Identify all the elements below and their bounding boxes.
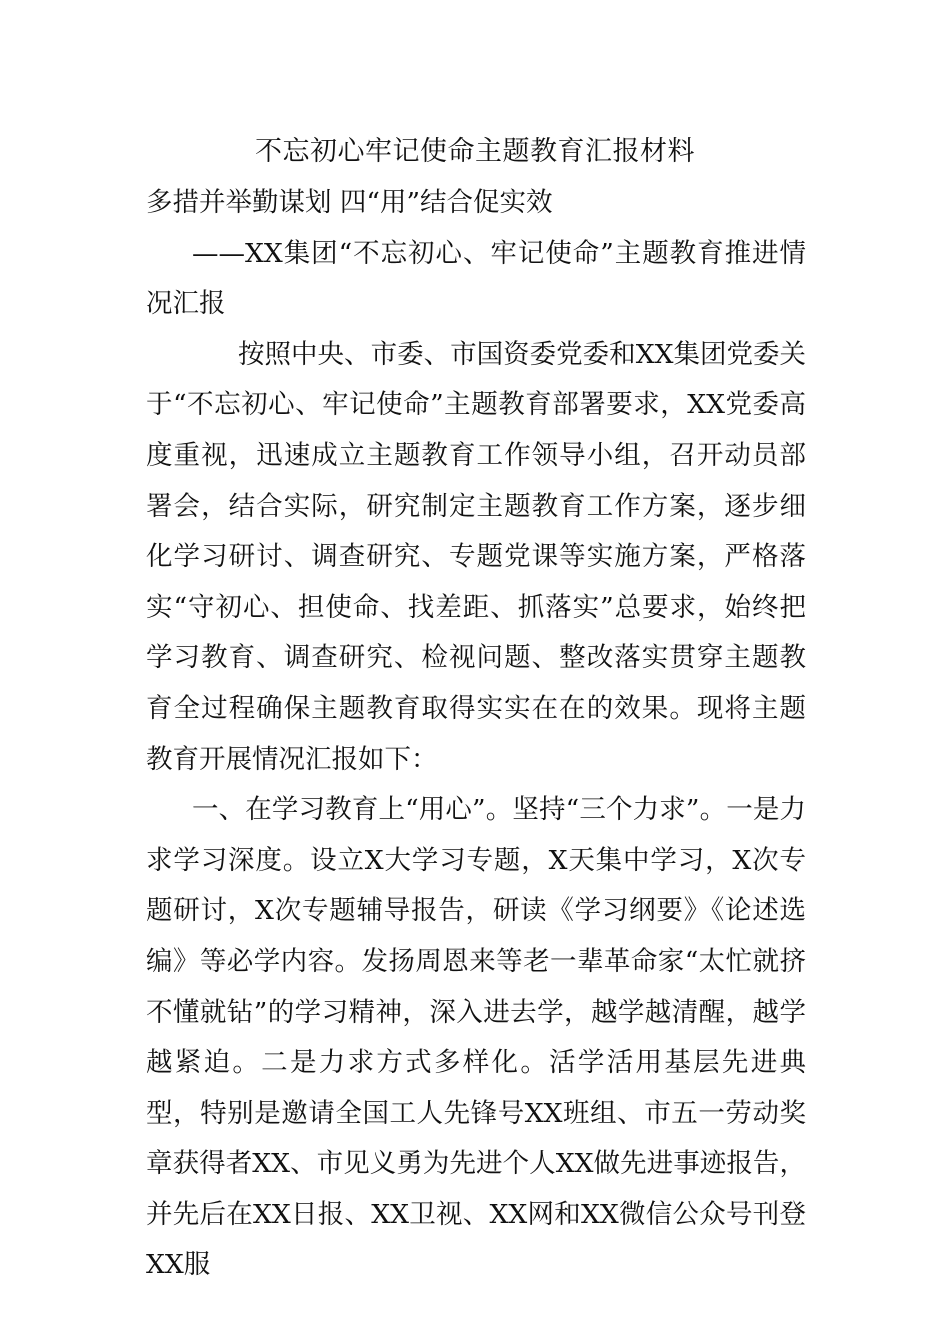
document-subtitle: ——XX集团“不忘初心、牢记使命”主题教育推进情况汇报 xyxy=(146,237,806,320)
document-body xyxy=(146,178,806,1291)
body-paragraph-intro: 按照中央、市委、市国资委党委和XX集团党委关于“不忘初心、牢记使命”主题教育部署要求，XX党委高度重视，迅速成立主题教育工作领导小组，召开动员部署会，结合实际，研究制定主题教育工作方案，逐步细化学习研讨、调查研究、专题党课等实施方案，严格落实“守初心、担使命、找差距、抓落实”总要求，始终把学习教育、调查研究、检视问题、整改落实贯穿主题教育全过程确保主题教育取得实实在在的效果。现将主题教育开展情况汇报如下： xyxy=(146,338,806,775)
document-title: 不忘初心牢记使命主题教育汇报材料 xyxy=(255,136,695,167)
document-headline: 多措并举勤谋划 四“用”结合促实效 xyxy=(146,187,553,218)
body-paragraph-section-one: 一、在学习教育上“用心”。坚持“三个力求”。一是力求学习深度。设立X大学习专题，X天集中学习，X次专题研讨，X次专题辅导报告，研读《学习纲要》《论述选编》等必学内容。发扬周恩来等老一辈革命家“太忙就挤不懂就钻”的学习精神，深入进去学，越学越清醒，越学越紧迫。二是力求方式多样化。活学活用基层先进典型，特别是邀请全国工人先锋号XX班组、市五一劳动奖章获得者XX、市见义勇为先进个人XX做先进事迹报告，并先后在XX日报、XX卫视、XX网和XX微信公众号刊登XX服 xyxy=(146,794,806,1281)
